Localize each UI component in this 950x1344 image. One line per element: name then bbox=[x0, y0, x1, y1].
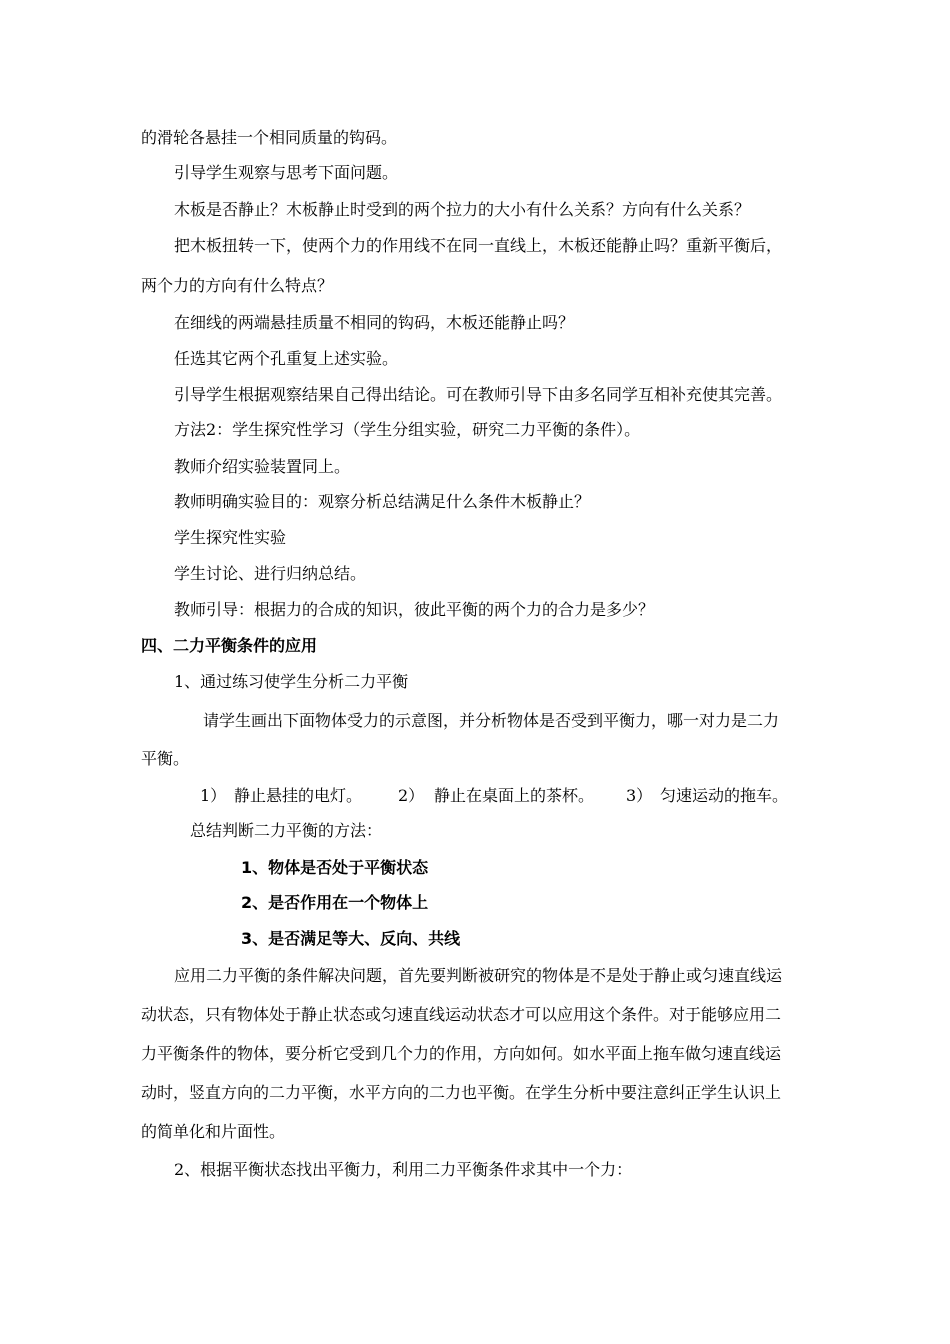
text-line-14: 教师引导：根据力的合成的知识，彼此平衡的两个力的合力是多少？ bbox=[174, 600, 655, 619]
text-line-13: 学生讨论、进行归纳总结。 bbox=[174, 564, 367, 583]
method-2: 2、是否作用在一个物体上 bbox=[241, 893, 429, 912]
method-1: 1、物体是否处于平衡状态 bbox=[241, 858, 429, 877]
text-line-7: 任选其它两个孔重复上述实验。 bbox=[174, 349, 399, 368]
example-3-num: 3） bbox=[626, 786, 653, 805]
prompt-line-1: 请学生画出下面物体受力的示意图，并分析物体是否受到平衡力，哪一对力是二力 bbox=[203, 711, 780, 730]
summary-title: 总结判断二力平衡的方法： bbox=[190, 821, 383, 840]
para-line-4: 动时，竖直方向的二力平衡，水平方向的二力也平衡。在学生分析中要注意纠正学生认识上 bbox=[141, 1083, 782, 1102]
text-line-5: 两个力的方向有什么特点？ bbox=[141, 276, 334, 295]
text-line-2: 引导学生观察与思考下面问题。 bbox=[174, 163, 399, 182]
example-2-text: 静止在桌面上的茶杯。 bbox=[434, 786, 595, 805]
example-2-num: 2） bbox=[398, 786, 425, 805]
text-line-12: 学生探究性实验 bbox=[174, 528, 287, 547]
text-line-8: 引导学生根据观察结果自己得出结论。可在教师引导下由多名同学互相补充使其完善。 bbox=[174, 385, 783, 404]
para-line-3: 力平衡条件的物体，要分析它受到几个力的作用，方向如何。如水平面上拖车做匀速直线运 bbox=[141, 1044, 782, 1063]
item-1: 1、通过练习使学生分析二力平衡 bbox=[174, 672, 409, 691]
text-line-3: 木板是否静止？木板静止时受到的两个拉力的大小有什么关系？方向有什么关系？ bbox=[174, 200, 751, 219]
para-line-2: 动状态，只有物体处于静止状态或匀速直线运动状态才可以应用这个条件。对于能够应用二 bbox=[141, 1005, 782, 1024]
section-heading: 四、二力平衡条件的应用 bbox=[141, 636, 318, 655]
text-line-1: 的滑轮各悬挂一个相同质量的钩码。 bbox=[141, 128, 398, 147]
text-line-9: 方法2：学生探究性学习（学生分组实验，研究二力平衡的条件）。 bbox=[174, 420, 641, 439]
example-3-text: 匀速运动的拖车。 bbox=[660, 786, 789, 805]
item-2: 2、根据平衡状态找出平衡力，利用二力平衡条件求其中一个力： bbox=[174, 1160, 633, 1179]
para-line-1: 应用二力平衡的条件解决问题，首先要判断被研究的物体是不是处于静止或匀速直线运 bbox=[174, 966, 783, 985]
para-line-5: 的简单化和片面性。 bbox=[141, 1122, 286, 1141]
example-1-text: 静止悬挂的电灯。 bbox=[234, 786, 363, 805]
method-3: 3、是否满足等大、反向、共线 bbox=[241, 929, 461, 948]
text-line-4: 把木板扭转一下，使两个力的作用线不在同一直线上，木板还能静止吗？重新平衡后， bbox=[174, 236, 783, 255]
text-line-6: 在细线的两端悬挂质量不相同的钩码，木板还能静止吗？ bbox=[174, 313, 575, 332]
prompt-line-2: 平衡。 bbox=[141, 749, 190, 768]
text-line-11: 教师明确实验目的：观察分析总结满足什么条件木板静止？ bbox=[174, 492, 591, 511]
text-line-10: 教师介绍实验装置同上。 bbox=[174, 457, 351, 476]
example-1-num: 1） bbox=[200, 786, 227, 805]
